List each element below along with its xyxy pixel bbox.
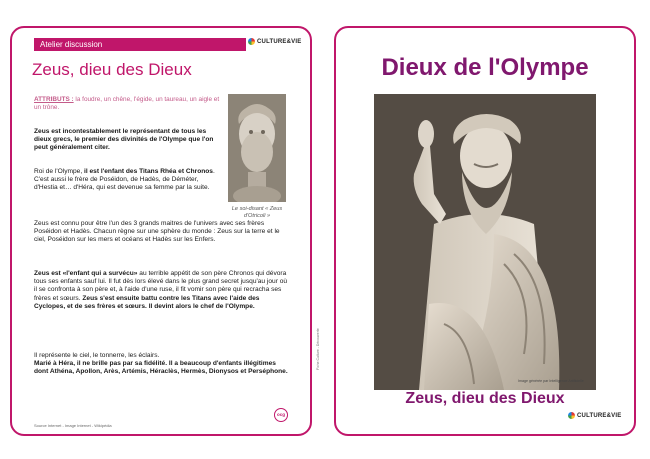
discussion-card — [10, 26, 312, 436]
brand-logo-cover: CULTURE&VIE — [568, 412, 621, 419]
paragraph-intro: Zeus est incontestablement le représentant de tous les dieux grecs, le premier des divinités de l'Olympe que l'on peut généralement citer. — [34, 128, 214, 152]
source-footer: Source Internet - Image Internet - Wikipédia — [34, 423, 112, 428]
side-label: Fiche Culture - Découverte — [316, 328, 320, 370]
attributes-text: ATTRIBUTS : la foudre, un chêne, l'égide, un taureau, un aigle et un trône. — [34, 96, 220, 112]
cover-subtitle: Zeus, dieu des Dieux — [405, 390, 565, 407]
cover-card — [334, 26, 636, 436]
zeus-bust-photo — [228, 94, 286, 202]
brand-icon — [248, 38, 255, 45]
brand-icon — [568, 412, 575, 419]
paragraph-masters: Zeus est connu pour être l'un des 3 grands maitres de l'univers avec ses frères Poséidon et Hadès. Chacun règne sur une sphère du monde : Zeus sur la terre et le ciel, Poséidon sur les mers et océans et Hadès sur les Enfers. — [34, 220, 280, 244]
brand-logo: CULTURE&VIE — [248, 38, 301, 45]
paragraph-chronos: Zeus est «l'enfant qui a survécu» au terrible appétit de son père Chronos qui dévora tous ses enfants sauf lui. Il fut dès lors élevé dans le plus grand secret jusqu'au jour où il se confronta à son père et, à l'aide d'une ruse, il fit vomir son père qui recracha ses frères et sœurs. Zeus s'est ensuite battu contre les Titans avec l'aide des Cyclopes, et de ses frères et sœurs. Il devint alors le chef de l'Olympe. — [34, 270, 288, 310]
paragraph-family: Roi de l'Olympe, il est l'enfant des Titans Rhéa et Chronos. C'est aussi le frère de Poséidon, de Hadès, de Déméter, d'Hestia et… d'Héra, qui est devenue sa femme par la suite. — [34, 168, 215, 192]
atelier-header: Atelier discussion — [34, 38, 246, 51]
ocg-logo-icon: ocg — [274, 408, 288, 422]
card-title: Zeus, dieu des Dieux — [32, 60, 192, 79]
paragraph-marriage: Il représente le ciel, le tonnerre, les éclairs. Marié à Héra, il ne brille pas par sa fidélité. Il a beaucoup d'enfants illégitimes dont Athéna, Apollon, Arès, Artémis, Héraclès, Hermès, Dionysos et Perséphone. — [34, 352, 288, 376]
zeus-statue-image — [374, 94, 596, 390]
image-credit: Image générée par Intelligence Artificielle — [518, 379, 584, 383]
photo-caption: Le soi-disant « Zeus d'Otricoli » — [231, 206, 283, 220]
cover-title: Dieux de l'Olympe — [381, 54, 589, 81]
